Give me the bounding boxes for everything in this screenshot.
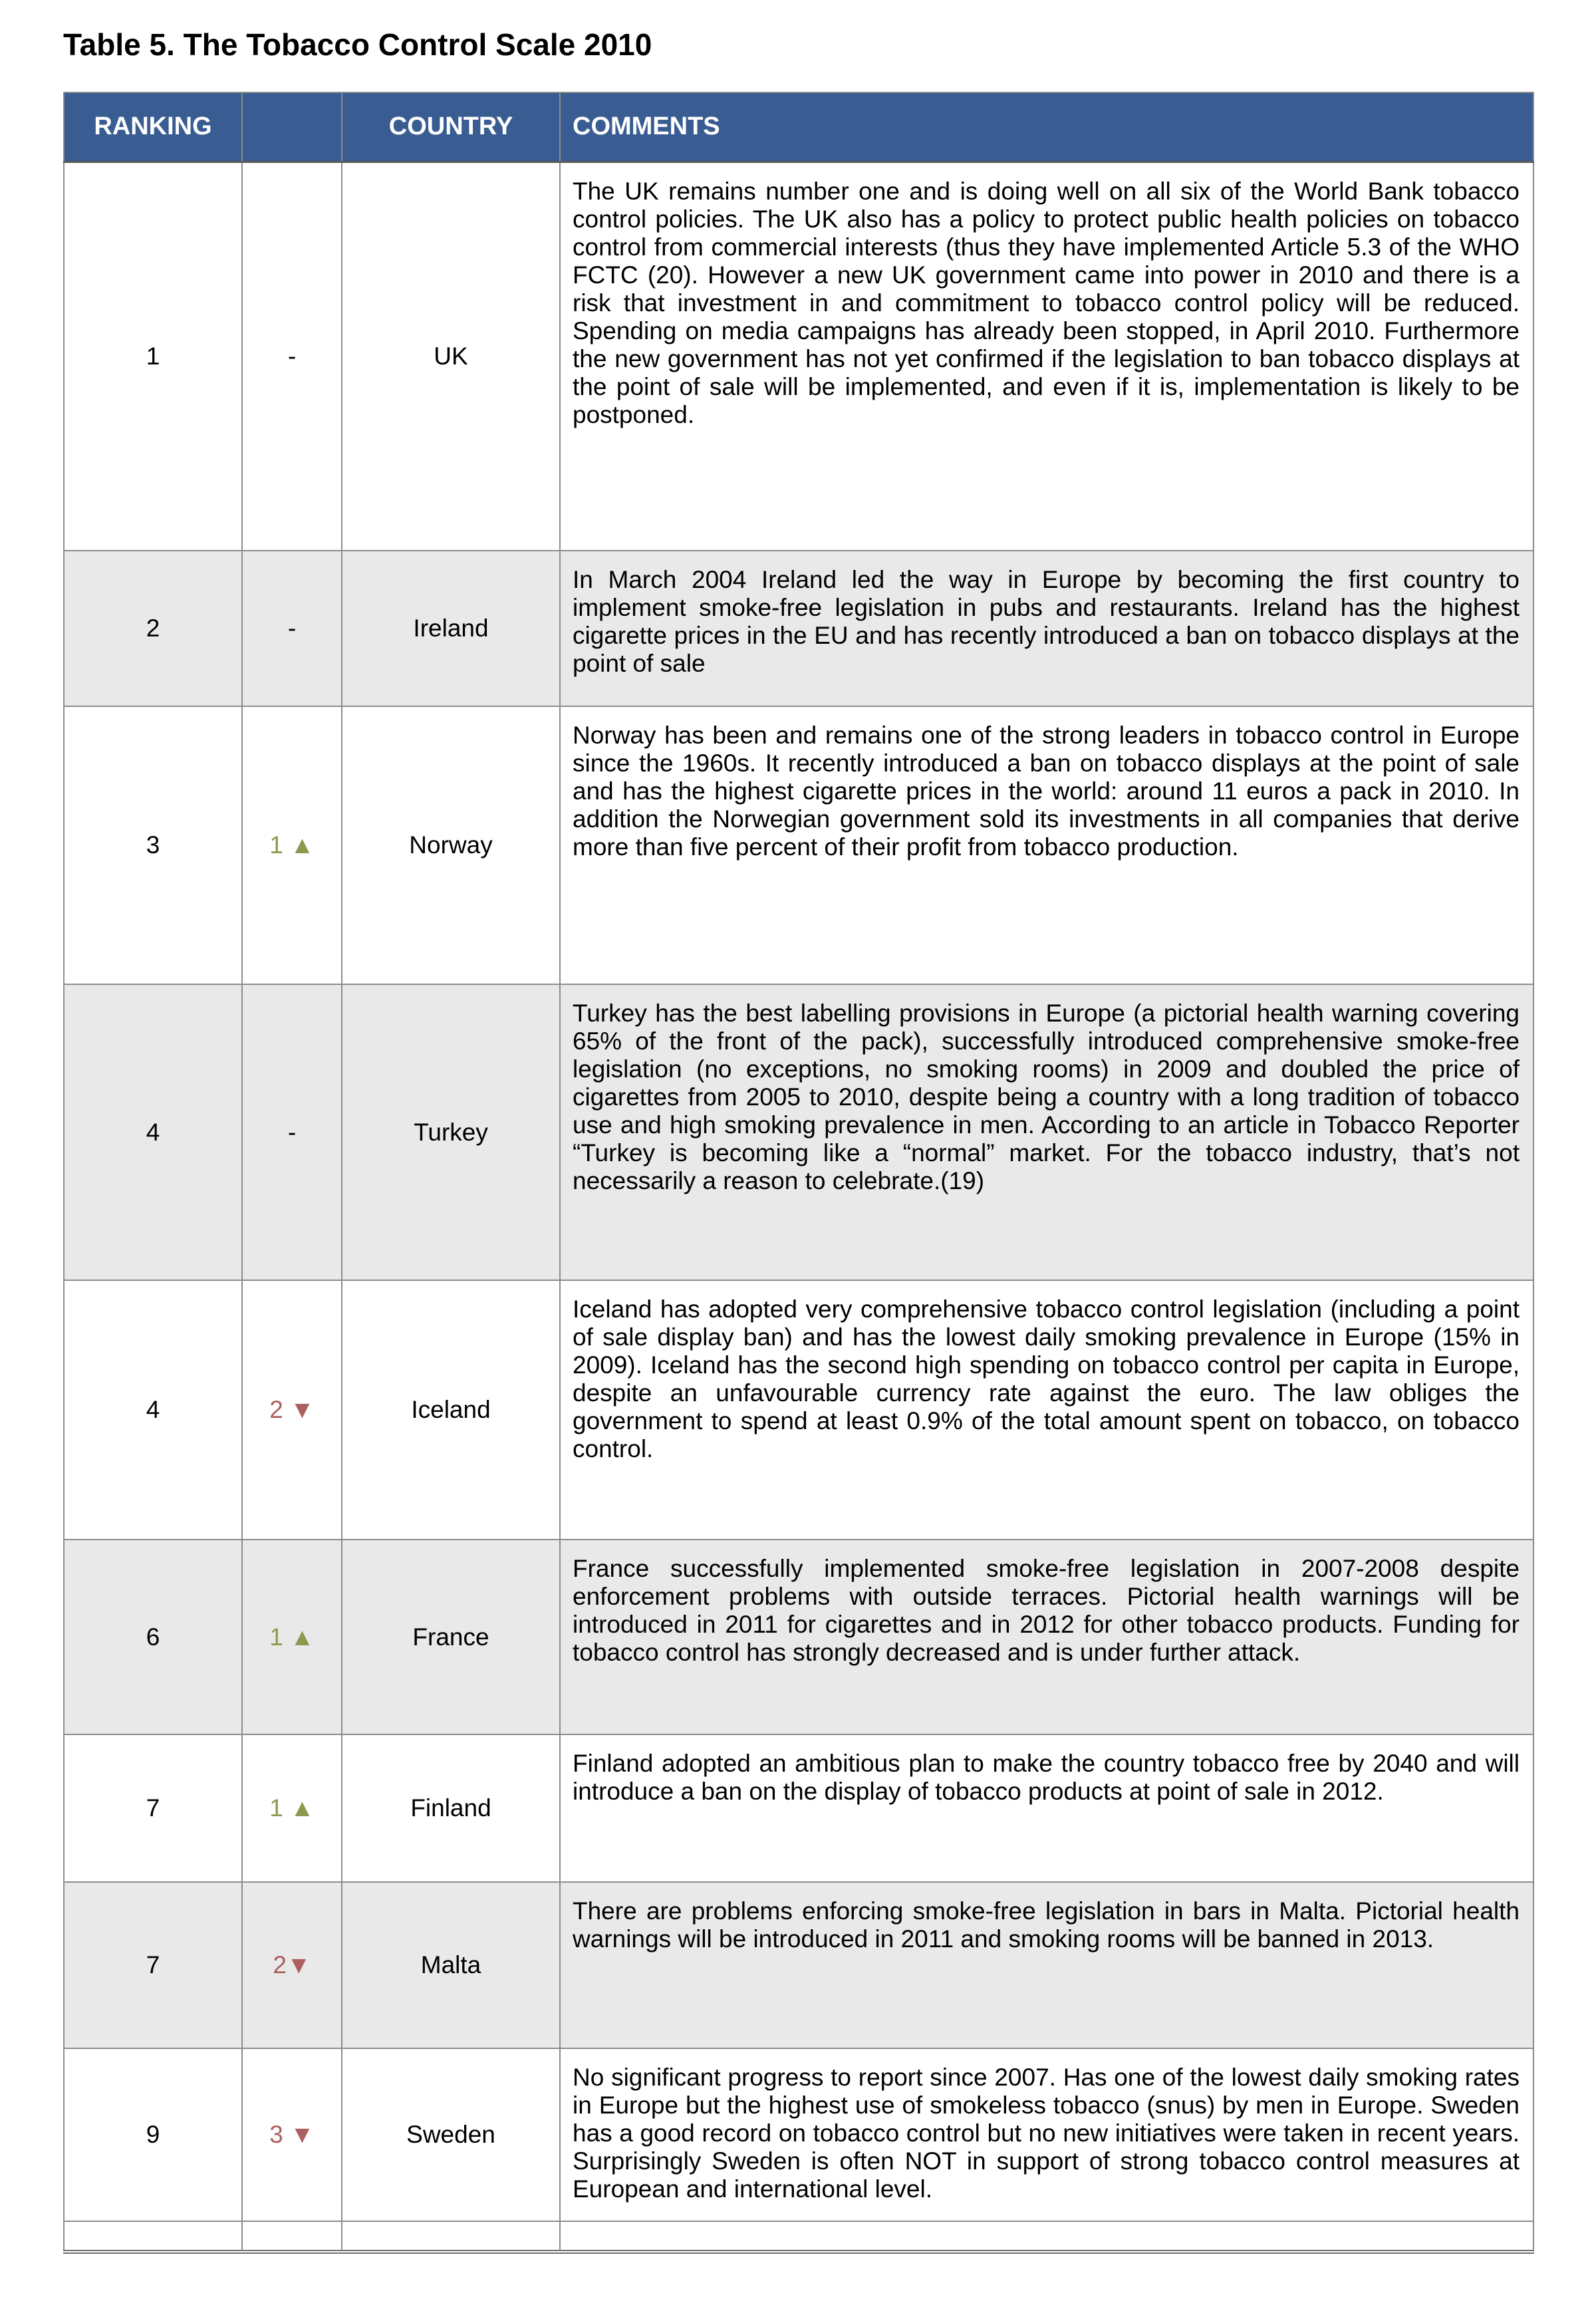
table-header — [64, 92, 1533, 162]
change-cell — [242, 706, 342, 984]
table-row — [64, 1280, 1533, 1540]
page-title: Table 5. The Tobacco Control Scale 2010 — [63, 27, 652, 62]
country-cell: Turkey — [342, 984, 560, 1280]
column-header-country: COUNTRY — [342, 92, 560, 162]
change-indicator: 1 ▲ — [269, 831, 315, 859]
change-cell — [242, 1734, 342, 1882]
change-indicator: 2▼ — [273, 1951, 311, 1978]
table-row — [64, 2221, 1533, 2252]
table-row — [64, 706, 1533, 984]
table-row — [64, 1882, 1533, 2048]
change-cell — [242, 551, 342, 706]
rank-cell: 4 — [64, 1280, 242, 1540]
comment-cell: The UK remains number one and is doing well on all six of the World Bank tobacco control policies. The UK also has a policy to protect public health policies on tobacco control from commercial interests (thus they have implemented Article 5.3 of the WHO FCTC (20). However a new UK government came into power in 2010 and there is a risk that investment in and commitment to tobacco control policy will be reduced. Spending on media campaigns has already been stopped, in April 2010. Furthermore the new government has not yet confirmed if the legislation to ban tobacco displays at the point of sale will be implemented, and even if it is, implementation is likely to be postponed. — [560, 162, 1533, 551]
table-body — [64, 162, 1533, 2252]
change-cell — [242, 984, 342, 1280]
comment-cell: Turkey has the best labelling provisions in Europe (a pictorial health warning covering 65% of the front of the pack), successfully introduced comprehensive smoke-free legislation (no exceptions, no smoking rooms) in 2009 and doubled the price of cigarettes from 2005 to 2010, despite being a country with a long tradition of tobacco use and high smoking prevalence in men. According to an article in Tobacco Reporter “Turkey is becoming like a “normal” market. For the tobacco industry, that’s not necessarily a reason to celebrate.(19) — [560, 984, 1533, 1280]
change-indicator: - — [287, 614, 297, 642]
country-cell: UK — [342, 162, 560, 551]
rank-cell: 1 — [64, 162, 242, 551]
change-cell — [242, 162, 342, 551]
comment-cell: France successfully implemented smoke-free legislation in 2007-2008 despite enforcement problems with outside terraces. Pictorial health warnings will be introduced in 2011 for cigarettes and in 2012 for other tobacco products. Funding for tobacco control has strongly decreased and is under further attack. — [560, 1540, 1533, 1734]
table-row — [64, 2048, 1533, 2221]
country-cell: Malta — [342, 1882, 560, 2048]
change-indicator: 1 ▲ — [269, 1623, 315, 1651]
country-cell: Sweden — [342, 2048, 560, 2221]
column-header-ranking: RANKING — [64, 92, 242, 162]
change-cell — [242, 1540, 342, 1734]
country-cell: Finland — [342, 1734, 560, 1882]
comment-cell: There are problems enforcing smoke-free legislation in bars in Malta. Pictorial health warnings will be introduced in 2011 and smoking rooms will be banned in 2013. — [560, 1882, 1533, 2048]
comment-cell: Norway has been and remains one of the strong leaders in tobacco control in Europe since the 1960s. It recently introduced a ban on tobacco displays at the point of sale and has the highest cigarette prices in the world: around 11 euros a pack in 2010. In addition the Norwegian government sold its investments in all companies that derive more than five percent of their profit from tobacco production. — [560, 706, 1533, 984]
rank-cell — [64, 2221, 242, 2252]
column-header-comments: COMMENTS — [560, 92, 1533, 162]
country-cell — [342, 2221, 560, 2252]
change-cell — [242, 2221, 342, 2252]
comment-cell: No significant progress to report since 2007. Has one of the lowest daily smoking rates in Europe but the highest use of smokeless tobacco (snus) by men in Europe. Sweden has a good record on tobacco control but no new initiatives were taken in recent years. Surprisingly Sweden is often NOT in support of strong tobacco control measures at European and international level. — [560, 2048, 1533, 2221]
comment-cell: In March 2004 Ireland led the way in Europe by becoming the first country to implement smoke-free legislation in pubs and restaurants. Ireland has the highest cigarette prices in the EU and has recently introduced a ban on tobacco displays at the point of sale — [560, 551, 1533, 706]
table-row — [64, 1734, 1533, 1882]
table-row — [64, 1540, 1533, 1734]
comment-cell — [560, 2221, 1533, 2252]
change-indicator: 1 ▲ — [269, 1794, 315, 1822]
rank-cell: 6 — [64, 1540, 242, 1734]
rank-cell: 2 — [64, 551, 242, 706]
rank-cell: 9 — [64, 2048, 242, 2221]
rank-cell: 7 — [64, 1734, 242, 1882]
column-header-change — [242, 92, 342, 162]
change-cell — [242, 2048, 342, 2221]
header-row — [64, 92, 1533, 162]
rank-cell: 7 — [64, 1882, 242, 2048]
table-row — [64, 984, 1533, 1280]
tobacco-control-scale-table — [63, 92, 1534, 2254]
change-cell — [242, 1882, 342, 2048]
change-indicator: - — [287, 1118, 297, 1146]
country-cell: Ireland — [342, 551, 560, 706]
country-cell: Iceland — [342, 1280, 560, 1540]
comment-cell: Iceland has adopted very comprehensive tobacco control legislation (including a point of sale display ban) and has the lowest daily smoking prevalence in Europe (15% in 2009). Iceland has the second high spending on tobacco control per capita in Europe, despite an unfavourable currency rate against the euro. The law obliges the government to spend at least 0.9% of the total amount spent on tobacco, on tobacco control. — [560, 1280, 1533, 1540]
rank-cell: 3 — [64, 706, 242, 984]
change-indicator: 2 ▼ — [269, 1396, 315, 1423]
country-cell: Norway — [342, 706, 560, 984]
rank-cell: 4 — [64, 984, 242, 1280]
comment-cell: Finland adopted an ambitious plan to make the country tobacco free by 2040 and will introduce a ban on the display of tobacco products at point of sale in 2012. — [560, 1734, 1533, 1882]
change-indicator: - — [287, 342, 297, 370]
country-cell: France — [342, 1540, 560, 1734]
change-cell — [242, 1280, 342, 1540]
change-indicator: 3 ▼ — [269, 2121, 315, 2148]
table-row — [64, 162, 1533, 551]
table-row — [64, 551, 1533, 706]
